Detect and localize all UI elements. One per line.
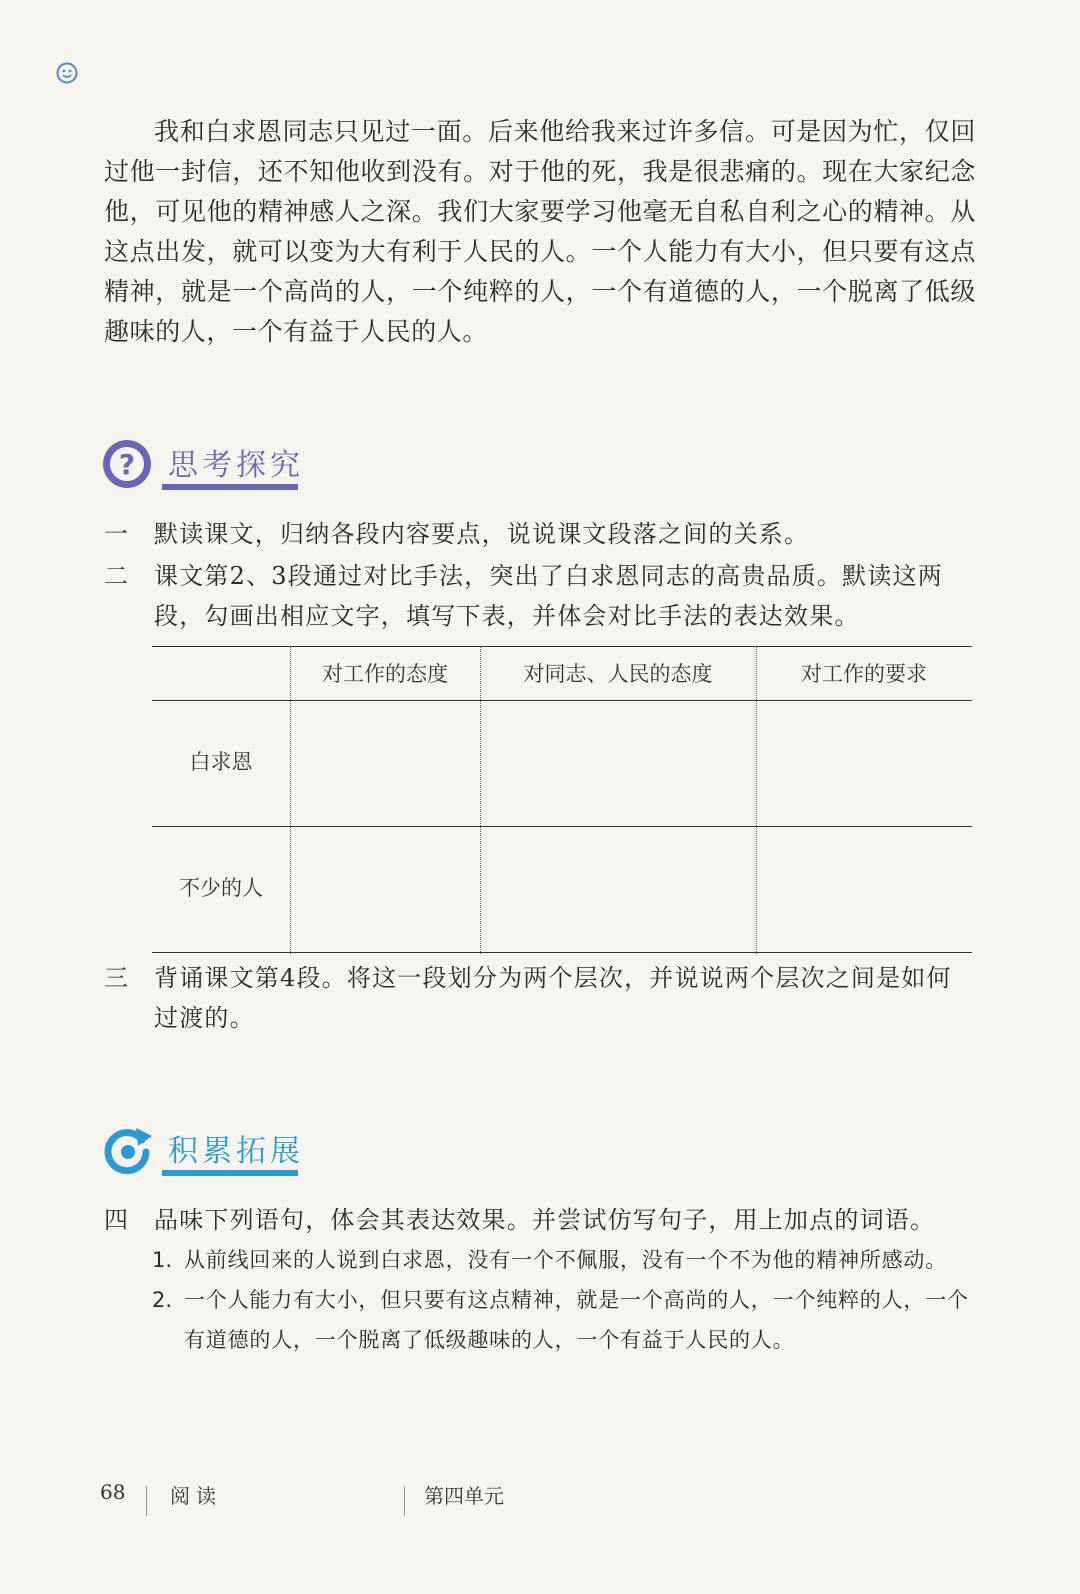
question-number: 三: [104, 964, 128, 992]
table-rule: [152, 952, 972, 953]
section-underline: [162, 1170, 298, 1176]
question-4: [104, 1200, 974, 1240]
section-title: 积累拓展: [168, 1134, 304, 1169]
question-text: 背诵课文第4段。将这一段划分为两个层次，并说说两个层次之间是如何过渡的。: [154, 964, 952, 1032]
section-header-extension: [100, 1122, 360, 1178]
table-header: 对同志、人民的态度: [523, 662, 713, 686]
table-row-label: 不少的人: [179, 876, 263, 900]
footer-divider: [404, 1486, 405, 1516]
question-text: 课文第2、3段通过对比手法，突出了白求恩同志的高贵品质。默读这两段，勾画出相应文字，填写下表，并体会对比手法的表达效果。: [154, 562, 943, 630]
question-text: 默读课文，归纳各段内容要点，说说课文段落之间的关系。: [154, 520, 810, 548]
section-header-thinking: [100, 436, 360, 492]
svg-text:?: ?: [118, 448, 136, 481]
item-text: 一个人能力有大小，但只要有这点精神，就是一个高尚的人，一个纯粹的人，一个有道德的人，一个脱离了低级趣味的人，一个有益于人民的人。: [184, 1288, 969, 1352]
refresh-arrow-icon: [100, 1122, 156, 1178]
table-header: 对工作的态度: [322, 662, 448, 686]
question-1: [104, 514, 974, 554]
question-text: 品味下列语句，体会其表达效果。并尝试仿写句子，用上加点的词语。: [154, 1206, 936, 1234]
section-title: 思考探究: [168, 448, 304, 483]
item-text: 从前线回来的人说到白求恩，没有一个不佩服，没有一个不为他的精神所感动。: [184, 1248, 947, 1272]
comparison-table: [152, 646, 972, 954]
table-divider: [480, 646, 481, 954]
footer-section: 阅读: [170, 1484, 222, 1508]
table-rule: [152, 700, 972, 701]
section-underline: [162, 484, 298, 490]
question-3: [104, 958, 974, 1038]
passage-paragraph: 我和白求恩同志只见过一面。后来他给我来过许多信。可是因为忙，仅回过他一封信，还不知他收到没有。对于他的死，我是很悲痛的。现在大家纪念他，可见他的精神感人之深。我们大家要学习他毫无自私自利之心的精神。从这点出发，就可以变为大有利于人民的人。一个人能力有大小，但只要有这点精神，就是一个高尚的人，一个纯粹的人，一个有道德的人，一个脱离了低级趣味的人，一个有益于人民的人。: [104, 117, 976, 346]
item-number: 1.: [152, 1248, 173, 1272]
table-divider: [756, 646, 757, 954]
table-rule: [152, 646, 972, 647]
item-number: 2.: [152, 1288, 173, 1312]
page-number: 68: [100, 1480, 126, 1504]
question-number: 一: [104, 520, 128, 548]
question-number: 四: [104, 1206, 128, 1234]
smiley-icon: [56, 62, 78, 84]
table-header: 对工作的要求: [801, 662, 927, 686]
footer-unit: 第四单元: [424, 1484, 504, 1508]
table-divider: [290, 646, 291, 954]
footer-divider: [146, 1486, 147, 1516]
example-sentence-2: [152, 1280, 974, 1360]
question-2: [104, 556, 974, 636]
question-number: 二: [104, 562, 128, 590]
table-rule: [152, 826, 972, 827]
question-icon: [100, 436, 156, 492]
example-sentence-1: [152, 1240, 974, 1280]
table-row-label: 白求恩: [189, 750, 253, 774]
